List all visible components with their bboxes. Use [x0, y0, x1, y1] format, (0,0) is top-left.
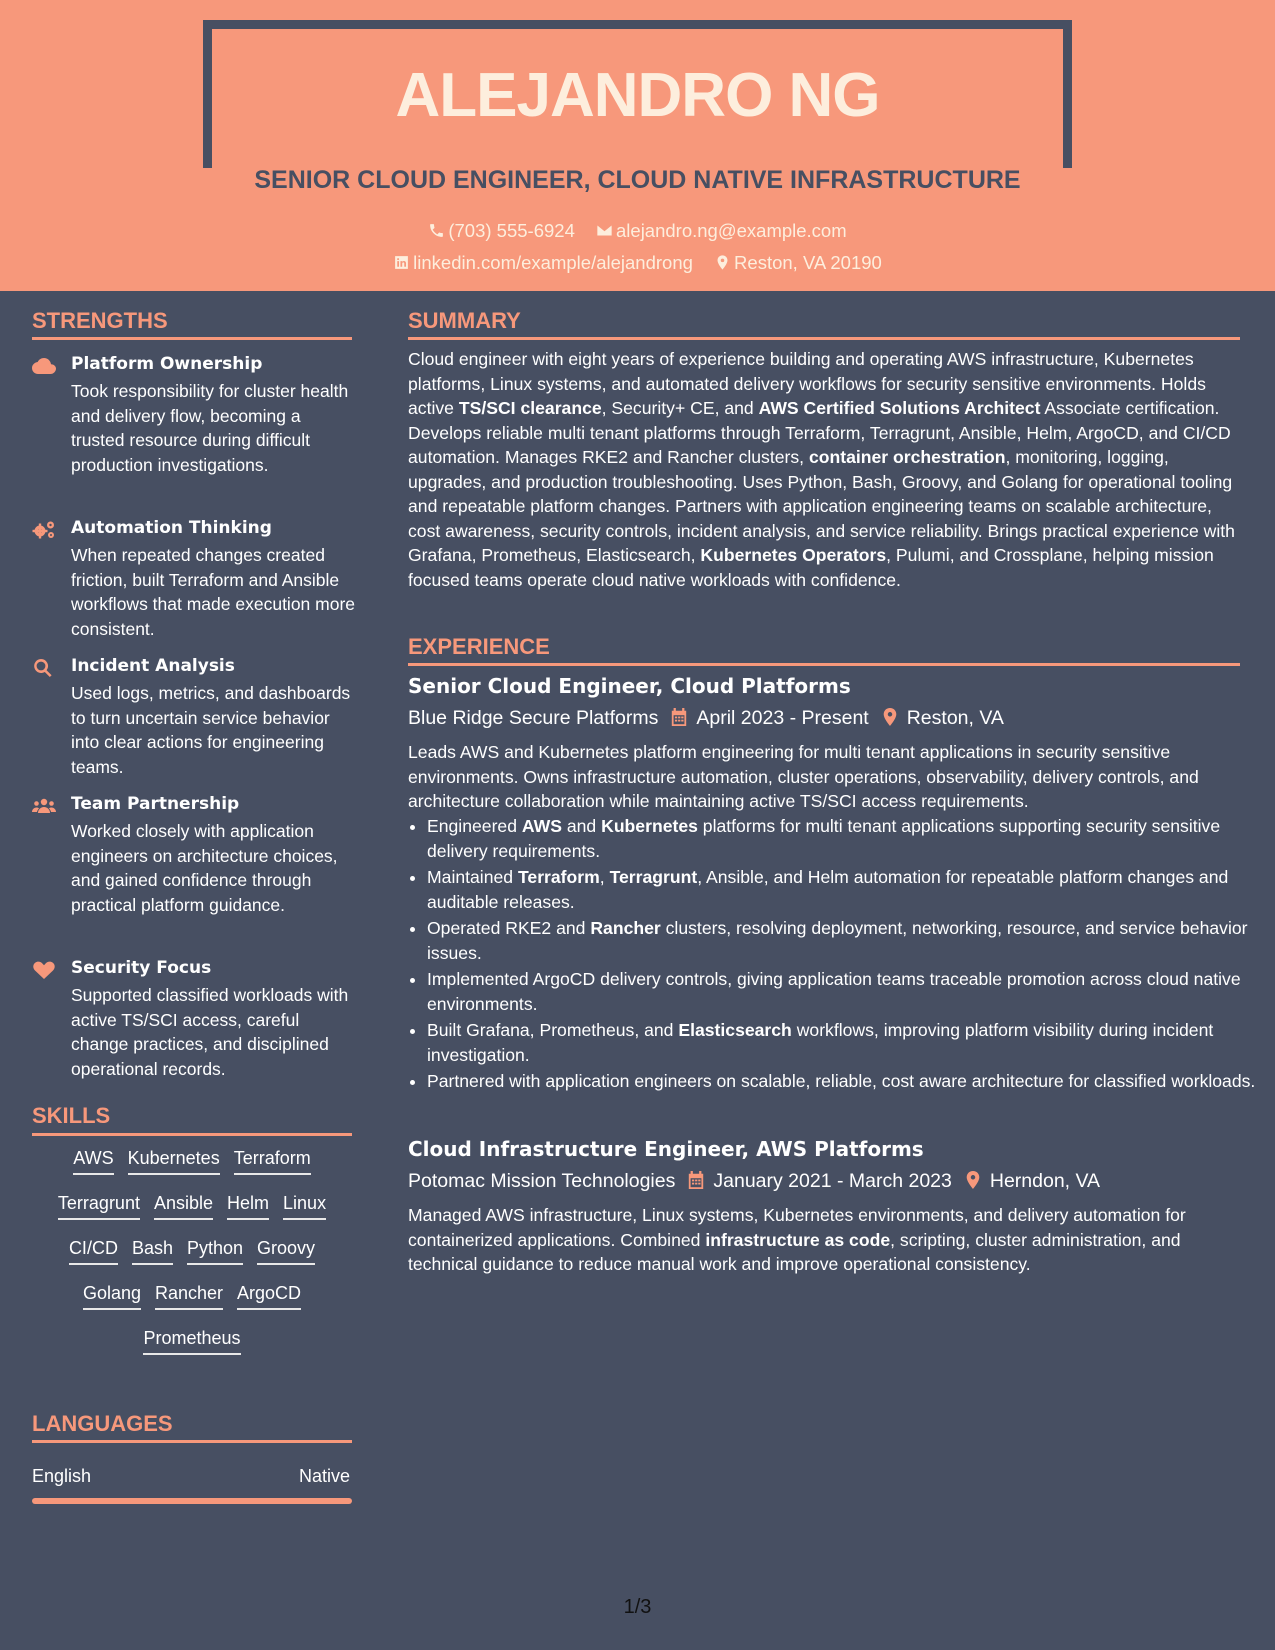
strengths-heading: STRENGTHS	[32, 308, 168, 333]
job-meta	[408, 707, 1004, 730]
strength-item	[32, 958, 352, 1078]
strength-title: Automation Thinking	[71, 518, 272, 538]
experience-heading: EXPERIENCE	[408, 634, 550, 659]
location-text: Reston, VA 20190	[734, 252, 882, 273]
job-location: Reston, VA	[906, 707, 1004, 729]
job-role: Cloud Infrastructure Engineer, AWS Platforms	[408, 1137, 924, 1161]
job-description: Leads AWS and Kubernetes platform engineering for multi tenant applications in security sensitive environments. Owns infrastructure automation, cluster operations, observability, delivery controls, and architecture collaboration while maintaining active TS/SCI access requirements.	[408, 742, 1199, 811]
bold-text: Terragrunt	[609, 867, 698, 887]
skills-line	[32, 1193, 352, 1238]
bold-text: Elasticsearch	[678, 1020, 792, 1040]
bullet-item	[427, 1018, 1259, 1067]
summary-rule	[408, 337, 1240, 340]
skills-list	[32, 1148, 352, 1373]
skills-rule	[32, 1133, 352, 1136]
languages-rule	[32, 1440, 352, 1443]
skill-tag: AWS	[73, 1148, 113, 1175]
experience-rule	[408, 663, 1240, 666]
skill-tag: Kubernetes	[128, 1148, 220, 1175]
gears-icon	[32, 520, 56, 540]
job-company: Blue Ridge Secure Platforms	[408, 707, 659, 729]
bold-text: Kubernetes	[601, 816, 698, 836]
linkedin-text: linkedin.com/example/alejandrong	[413, 252, 693, 273]
strength-desc: When repeated changes created friction, built Terraform and Ansible workflows that made execution more consistent.	[71, 545, 356, 639]
languages-heading: LANGUAGES	[32, 1411, 173, 1436]
skills-heading: SKILLS	[32, 1103, 111, 1128]
phone-icon	[428, 222, 445, 239]
bold-text: Terraform	[517, 867, 600, 887]
map-pin-icon	[714, 254, 731, 271]
text-run: , Pulumi, and Crossplane, helping mission focused teams operate cloud native workloads with confidence.	[408, 545, 1214, 590]
text-run: Managed AWS infrastructure, Linux systems, Kubernetes environments, and delivery automation for containerized applications. Combined	[408, 1205, 1186, 1250]
skill-tag: Python	[187, 1238, 243, 1265]
language-level: Native	[298, 1466, 350, 1486]
strength-desc: Worked closely with application engineers on architecture choices, and gained confidence through practical platform guidance.	[71, 821, 338, 915]
calendar-icon	[670, 707, 688, 727]
text-run: Partnered with application engineers on scalable, reliable, cost aware architecture for classified workloads.	[427, 1071, 1256, 1091]
bullet-item	[427, 916, 1259, 965]
text-run: clusters, resolving deployment, networking, resource, and service behavior issues.	[427, 918, 1248, 963]
users-icon	[32, 796, 56, 816]
skill-tag: Bash	[132, 1238, 173, 1265]
skills-line	[32, 1328, 352, 1373]
text-run: , monitoring, logging, upgrades, and production troubleshooting. Uses Python, Bash, Groovy, and Golang for operational tooling and repeatable platform changes. Partners with application engineering teams on scalable architecture, cost awareness, security controls, incident analysis, and service reliability. Brings practical experience with Grafana, Prometheus, Elasticsearch,	[408, 447, 1235, 565]
text-run: Operated RKE2 and	[427, 918, 591, 938]
bold-text: Rancher	[590, 918, 661, 938]
job-description	[408, 1203, 1240, 1277]
bullet-item	[427, 967, 1259, 1016]
bold-text: AWS	[521, 816, 562, 836]
search-icon	[32, 658, 56, 678]
text-run: Maintained	[427, 867, 518, 887]
job-bullets	[408, 814, 1259, 1096]
bold-text: AWS Certified Solutions Architect	[758, 398, 1041, 418]
phone-contact[interactable]	[428, 220, 575, 242]
map-pin-icon	[881, 707, 899, 727]
strength-desc: Supported classified workloads with active TS/SCI access, careful change practices, and disciplined operational records.	[71, 985, 349, 1079]
job-role: Senior Cloud Engineer, Cloud Platforms	[408, 674, 851, 698]
candidate-title: SENIOR CLOUD ENGINEER, CLOUD NATIVE INFRASTRUCTURE	[254, 166, 1021, 194]
job-meta	[408, 1170, 1100, 1193]
skill-tag: CI/CD	[69, 1238, 118, 1265]
skill-tag: Rancher	[155, 1283, 223, 1310]
summary-heading: SUMMARY	[408, 308, 521, 333]
text-run: and	[561, 816, 602, 836]
skill-tag: Ansible	[154, 1193, 213, 1220]
job-dates: January 2021 - March 2023	[713, 1170, 952, 1192]
cloud-icon	[32, 356, 56, 376]
job-location: Herndon, VA	[989, 1170, 1101, 1192]
linkedin-icon	[393, 254, 410, 271]
language-name: English	[32, 1466, 92, 1486]
skill-tag: Terragrunt	[58, 1193, 140, 1220]
skills-line	[32, 1238, 352, 1283]
bold-text: container orchestration	[808, 447, 1006, 467]
text-run: workflows, improving platform visibility during incident investigation.	[427, 1020, 1214, 1065]
summary-text	[408, 347, 1240, 592]
page-number: 1/3	[623, 1596, 652, 1618]
strength-item	[32, 518, 356, 639]
skill-tag: Groovy	[257, 1238, 315, 1265]
text-run: , Ansible, and Helm automation for repeatable platform changes and auditable releases.	[427, 867, 1229, 912]
text-run: , scripting, cluster administration, and technical guidance to reduce manual work and improve operational consistency.	[408, 1229, 1181, 1274]
contact-row-2	[0, 252, 1275, 274]
text-run: , Security+ CE, and	[601, 398, 759, 418]
strength-desc: Used logs, metrics, and dashboards to turn uncertain service behavior into clear actions for engineering teams.	[71, 683, 351, 777]
bullet-item	[427, 814, 1259, 863]
skill-tag: Helm	[227, 1193, 269, 1220]
contact-row-1	[0, 220, 1275, 242]
bold-text: Kubernetes Operators	[700, 545, 887, 565]
calendar-icon	[687, 1170, 705, 1190]
email-text: alejandro.ng@example.com	[616, 220, 847, 241]
strength-title: Team Partnership	[71, 794, 240, 814]
skills-line	[32, 1283, 352, 1328]
linkedin-contact[interactable]	[393, 252, 693, 274]
bullet-item	[427, 865, 1259, 914]
text-run: platforms for multi tenant applications supporting security sensitive delivery requirements.	[427, 816, 1221, 861]
map-pin-icon	[964, 1170, 982, 1190]
skill-tag: Linux	[283, 1193, 326, 1220]
text-run: Cloud engineer with eight years of experience building and operating AWS infrastructure, Kubernetes platforms, Linux systems, and automated delivery workflows for security sensitive environments. Holds active	[408, 349, 1206, 418]
strength-item	[32, 656, 352, 776]
job-dates: April 2023 - Present	[696, 707, 869, 729]
strength-title: Incident Analysis	[71, 656, 235, 676]
strength-title: Security Focus	[71, 958, 212, 978]
skill-tag: ArgoCD	[237, 1283, 301, 1310]
job-company: Potomac Mission Technologies	[408, 1170, 676, 1192]
bullet-item	[427, 1069, 1259, 1094]
strength-item	[32, 354, 352, 504]
strengths-rule	[32, 337, 352, 340]
skill-tag: Golang	[83, 1283, 141, 1310]
text-run: ,	[599, 867, 610, 887]
bold-text: infrastructure as code	[705, 1229, 891, 1250]
bold-text: TS/SCI clearance	[458, 398, 602, 418]
heart-icon	[32, 960, 56, 980]
skill-tag: Terraform	[234, 1148, 311, 1175]
text-run: Built Grafana, Prometheus, and	[427, 1020, 679, 1040]
envelope-icon	[596, 222, 613, 239]
language-proficiency-bar	[32, 1498, 352, 1504]
candidate-name: ALEJANDRO NG	[395, 61, 880, 130]
location-contact	[714, 252, 882, 274]
skills-line	[32, 1148, 352, 1193]
text-run: Implemented ArgoCD delivery controls, giving application teams traceable promotion across cloud native environments.	[427, 969, 1241, 1014]
strength-desc: Took responsibility for cluster health and delivery flow, becoming a trusted resource during difficult production investigations.	[71, 381, 349, 475]
skill-tag: Prometheus	[143, 1328, 240, 1355]
strength-title: Platform Ownership	[71, 354, 263, 374]
text-run: Associate certification. Develops reliable multi tenant platforms through Terraform, Terragrunt, Ansible, Helm, ArgoCD, and CI/CD automation. Manages RKE2 and Rancher clusters,	[408, 398, 1231, 467]
strength-item	[32, 794, 352, 944]
text-run: Engineered	[427, 816, 522, 836]
phone-text: (703) 555-6924	[448, 220, 575, 241]
email-contact[interactable]	[596, 220, 847, 242]
